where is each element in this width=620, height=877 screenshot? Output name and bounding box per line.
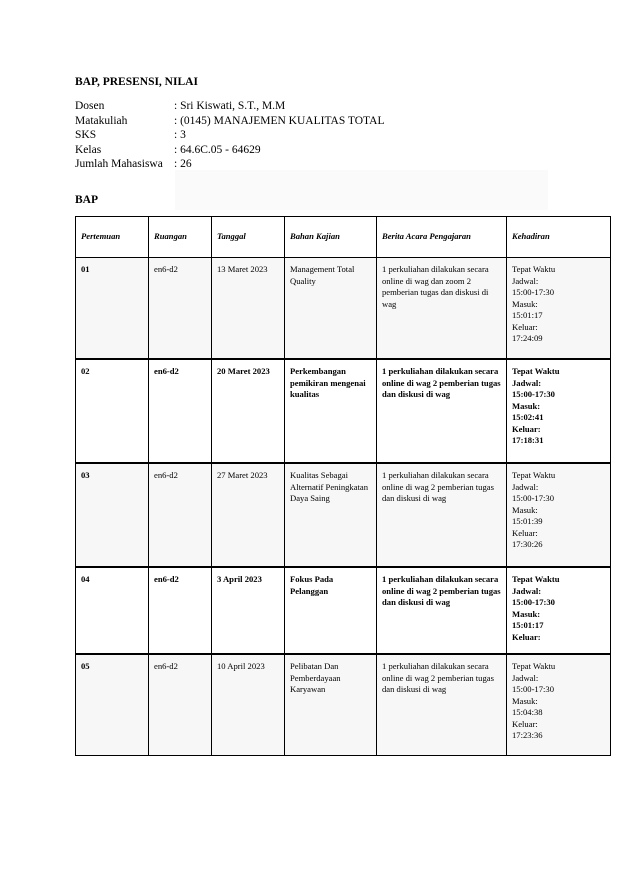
schedule-label: Jadwal: [512,672,539,683]
cell-tanggal: 20 Maret 2023 [212,359,285,463]
info-value: : (0145) MANAJEMEN KUALITAS TOTAL [174,114,385,127]
cell-berita-acara: 1 perkuliahan dilakukan secara online di wag 2 pemberian tugas dan diskusi di wag [377,359,507,463]
check-out-label: Keluar: [512,631,541,642]
cell-pertemuan: 01 [76,258,149,360]
cell-kehadiran [507,359,611,463]
column-header-berita-acara: Berita Acara Pengajaran [377,217,507,258]
page-title: BAP, PRESENSI, NILAI [75,76,198,88]
cell-berita-acara: 1 perkuliahan dilakukan secara online di wag 2 pemberian tugas dan diskusi di wag [377,654,507,756]
info-row-kelas [75,143,384,158]
check-in-label: Masuk: [512,298,538,309]
table-header-row [76,217,611,258]
schedule-label: Jadwal: [512,481,539,492]
cell-bahan-kajian: Pelibatan Dan Pemberdayaan Karyawan [285,654,377,756]
info-label: SKS [75,129,97,141]
cell-ruangan: en6-d2 [149,258,212,360]
column-header-tanggal: Tanggal [212,217,285,258]
check-in-value: 15:01:17 [512,310,543,320]
cell-ruangan: en6-d2 [149,654,212,756]
check-out-value: 17:24:09 [512,333,543,343]
table-row [76,359,611,463]
cell-kehadiran [507,654,611,756]
attendance-status: Tepat Waktu [512,264,556,274]
info-value: : 64.6C.05 - 64629 [174,143,261,156]
schedule-value: 15:00-17:30 [512,493,555,503]
check-out-label: Keluar: [512,423,541,434]
check-in-label: Masuk: [512,504,538,515]
cell-kehadiran [507,258,611,360]
table-row [76,258,611,360]
cell-tanggal: 27 Maret 2023 [212,463,285,567]
cell-ruangan: en6-d2 [149,567,212,654]
schedule-label: Jadwal: [512,275,539,286]
cell-berita-acara: 1 perkuliahan dilakukan secara online di wag 2 pemberian tugas dan diskusi di wag [377,463,507,567]
cell-tanggal: 3 April 2023 [212,567,285,654]
check-out-value: 17:23:36 [512,730,543,740]
cell-bahan-kajian: Perkembangan pemikiran mengenai kualitas [285,359,377,463]
column-header-kehadiran: Kehadiran [507,217,611,258]
info-row-sks [75,128,384,143]
table-row [76,654,611,756]
attendance-status: Tepat Waktu [512,574,560,584]
info-label: Dosen [75,100,105,112]
attendance-status: Tepat Waktu [512,366,560,376]
table-row [76,567,611,654]
cell-ruangan: en6-d2 [149,359,212,463]
check-out-label: Keluar: [512,527,538,538]
cell-tanggal: 10 April 2023 [212,654,285,756]
info-value: : Sri Kiswati, S.T., M.M [174,100,286,112]
column-header-pertemuan: Pertemuan [76,217,149,258]
column-header-ruangan: Ruangan [149,217,212,258]
check-out-label: Keluar: [512,321,538,332]
info-value: : 3 [174,129,186,141]
bap-heading: BAP [75,194,98,206]
table-row [76,463,611,567]
schedule-value: 15:00-17:30 [512,287,555,297]
info-row-matakuliah [75,114,384,129]
info-shade [175,170,548,210]
check-in-value: 15:01:17 [512,620,544,630]
attendance-status: Tepat Waktu [512,661,556,671]
schedule-label: Jadwal: [512,585,542,596]
info-label: Matakuliah [75,114,128,127]
cell-ruangan: en6-d2 [149,463,212,567]
cell-tanggal: 13 Maret 2023 [212,258,285,360]
cell-pertemuan: 03 [76,463,149,567]
info-label: Jumlah Mahasiswa [75,158,163,170]
check-in-value: 15:04:38 [512,707,543,717]
cell-kehadiran [507,567,611,654]
schedule-value: 15:00-17:30 [512,389,555,399]
cell-bahan-kajian: Management Total Quality [285,258,377,360]
check-in-label: Masuk: [512,400,541,411]
schedule-value: 15:00-17:30 [512,597,555,607]
check-in-value: 15:02:41 [512,412,544,422]
check-in-label: Masuk: [512,695,538,706]
check-in-label: Masuk: [512,608,541,619]
info-label: Kelas [75,143,102,156]
info-row-jumlah-mahasiswa [75,157,384,172]
cell-kehadiran [507,463,611,567]
cell-pertemuan: 04 [76,567,149,654]
check-out-label: Keluar: [512,718,538,729]
column-header-bahan-kajian: Bahan Kajian [285,217,377,258]
cell-pertemuan: 02 [76,359,149,463]
schedule-label: Jadwal: [512,377,542,388]
check-out-value: 17:18:31 [512,435,544,445]
course-info [75,99,384,172]
schedule-value: 15:00-17:30 [512,684,555,694]
check-out-value: 17:30:26 [512,539,543,549]
cell-pertemuan: 05 [76,654,149,756]
cell-berita-acara: 1 perkuliahan dilakukan secara online di wag 2 pemberian tugas dan diskusi di wag [377,567,507,654]
check-in-value: 15:01:39 [512,516,543,526]
info-value: : 26 [174,158,192,170]
cell-bahan-kajian: Kualitas Sebagai Alternatif Peningkatan Daya Saing [285,463,377,567]
cell-bahan-kajian: Fokus Pada Pelanggan [285,567,377,654]
info-row-dosen [75,99,384,114]
attendance-status: Tepat Waktu [512,470,556,480]
cell-berita-acara: 1 perkuliahan dilakukan secara online di wag dan zoom 2 pemberian tugas dan diskusi di wag [377,258,507,360]
bap-table [75,216,611,756]
